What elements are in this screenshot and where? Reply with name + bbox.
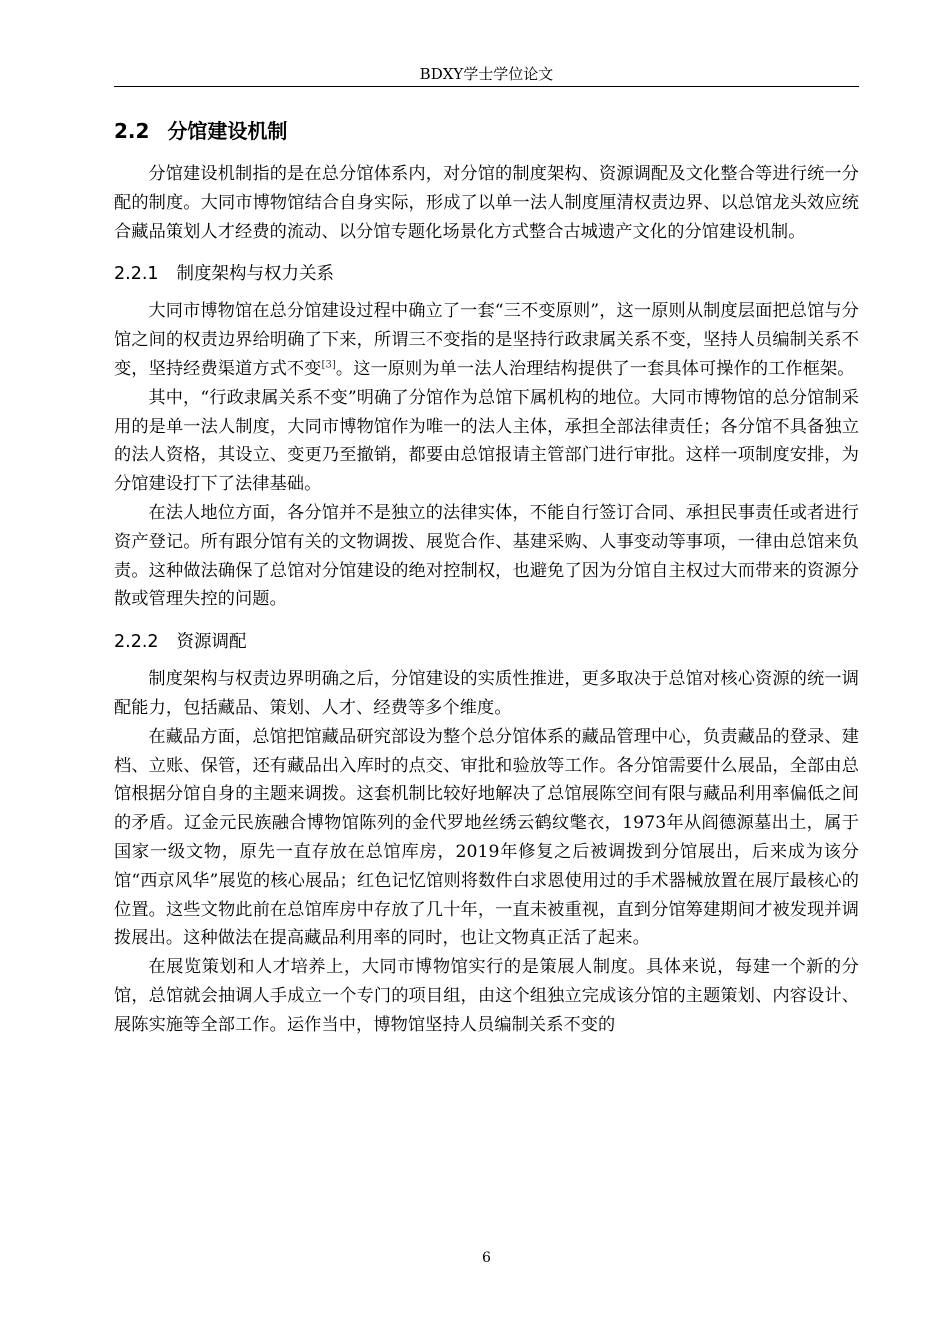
paragraph: 在展览策划和人才培养上，大同市博物馆实行的是策展人制度。具体来说，每建一个新的分馆，总馆就会抽调人手成立一个专门的项目组，由这个组独立完成该分馆的主题策划、内容设计、展陈实施等全部工作。运作当中，博物馆坚持人员编制关系不变的	[114, 957, 859, 1035]
paragraph-text: 大同市博物馆在总分馆建设过程中确立了一套“三不变原则”，这一原则从制度层面把总馆与分馆之间的权责边界给明确了下来，所谓三不变指的是坚持行政隶属关系不变，坚持人员编制关系不变，坚持经费渠道方式不变	[114, 301, 859, 379]
page-number: 6	[482, 1250, 491, 1266]
paragraph-text: 。这一原则为单一法人治理结构提供了一套具体可操作的工作框架。	[335, 358, 855, 379]
page-body	[114, 116, 859, 1040]
subsection-number: 2.2.1	[114, 264, 159, 285]
paragraph: 在藏品方面，总馆把馆藏品研究部设为整个总分馆体系的藏品管理中心，负责藏品的登录、建档、立账、保管，还有藏品出入库时的点交、审批和验放等工作。各分馆需要什么展品，全部由总馆根据分馆自身的主题来调拨。这套机制比较好地解决了总馆展陈空间有限与藏品利用率偏低之间的矛盾。辽金元民族融合博物馆陈列的金代罗地丝绣云鹤纹氅衣，1973年从阎德源墓出土，属于国家一级文物，原先一直存放在总馆库房，2019年修复之后被调拨到分馆展出，后来成为该分馆“西京风华”展览的核心展品；红色记忆馆则将数件白求恩使用过的手术器械放置在展厅最核心的位置。这些文物此前在总馆库房中存放了几十年，一直未被重视，直到分馆筹建期间才被发现并调拨展出。这种做法在提高藏品利用率的同时，也让文物真正活了起来。	[114, 726, 859, 949]
subsection-heading-1	[114, 259, 859, 289]
section-intro-paragraph: 分馆建设机制指的是在总分馆体系内，对分馆的制度架构、资源调配及文化整合等进行统一分配的制度。大同市博物馆结合自身实际，形成了以单一法人制度厘清权责边界、以总馆龙头效应统合藏品策划人才经费的流动、以分馆专题化场景化方式整合古城遗产文化的分馆建设机制。	[114, 164, 859, 242]
subsection-number: 2.2.2	[114, 632, 159, 653]
paragraph: 其中，“行政隶属关系不变”明确了分馆作为总馆下属机构的地位。大同市博物馆的总分馆制采用的是单一法人制度，大同市博物馆作为唯一的法人主体，承担全部法律责任；各分馆不具备独立的法人资格，其设立、变更乃至撤销，都要由总馆报请主管部门进行审批。这样一项制度安排，为分馆建设打下了法律基础。	[114, 387, 859, 495]
header-rule	[114, 86, 859, 87]
running-header: BDXY学士学位论文	[419, 65, 554, 83]
section-number: 2.2	[114, 119, 150, 143]
paragraph	[114, 297, 859, 383]
subsection-heading-2	[114, 627, 859, 657]
subsection-title: 资源调配	[176, 632, 247, 653]
section-title: 分馆建设机制	[167, 119, 288, 143]
section-heading	[114, 116, 859, 146]
paragraph: 在法人地位方面，各分馆并不是独立的法律实体，不能自行签订合同、承担民事责任或者进行资产登记。所有跟分馆有关的文物调拨、展览合作、基建采购、人事变动等事项，一律由总馆来负责。这种做法确保了总馆对分馆建设的绝对控制权，也避免了因为分馆自主权过大而带来的资源分散或管理失控的问题。	[114, 502, 859, 610]
paragraph: 制度架构与权责边界明确之后，分馆建设的实质性推进，更多取决于总馆对核心资源的统一调配能力，包括藏品、策划、人才、经费等多个维度。	[114, 669, 859, 718]
subsection-title: 制度架构与权力关系	[176, 264, 335, 285]
citation-ref: [3]	[321, 359, 336, 371]
